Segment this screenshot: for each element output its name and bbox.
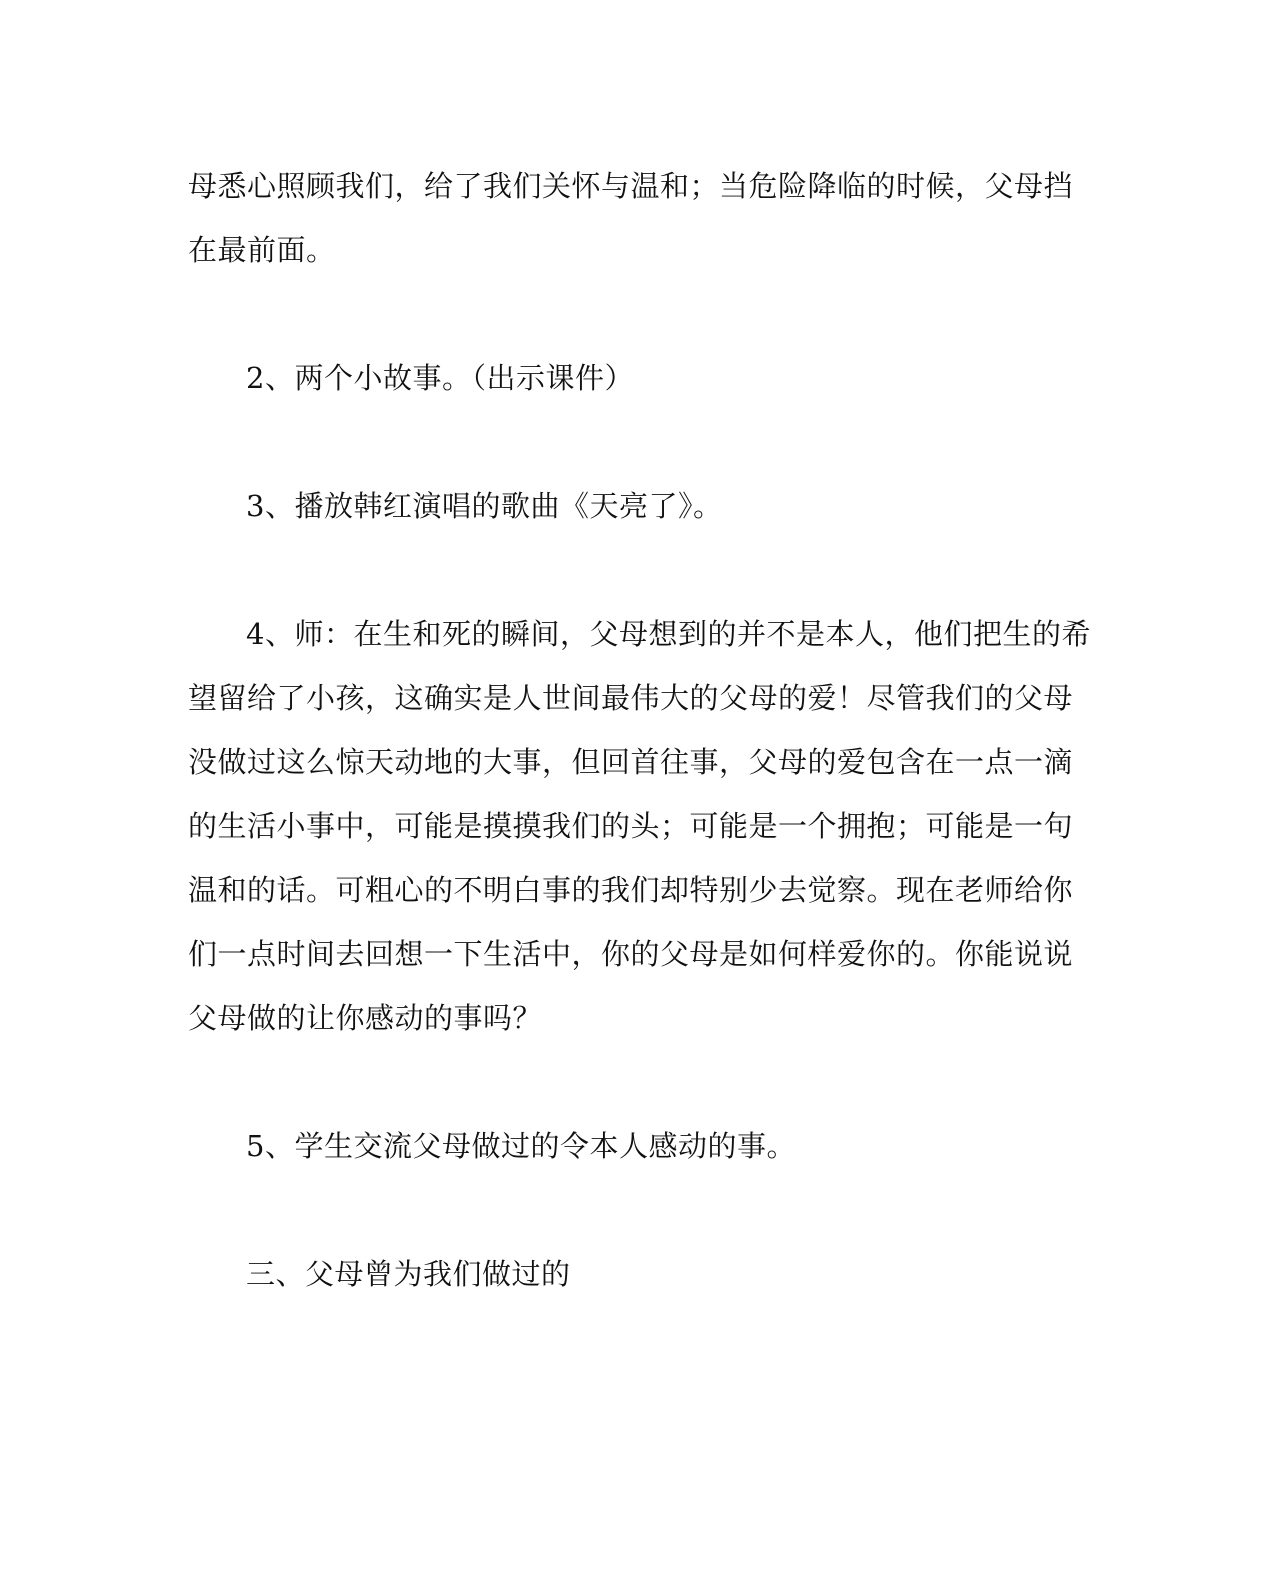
list-item-5: 5、学生交流父母做过的令本人感动的事。 (246, 1129, 796, 1163)
list-item-4: 4、师：在生和死的瞬间，父母想到的并不是本人，他们把生的希 (246, 617, 1091, 651)
paragraph-line: 望留给了小孩，这确实是人世间最伟大的父母的爱！尽管我们的父母 (188, 681, 1074, 715)
paragraph-line: 温和的话。可粗心的不明白事的我们却特别少去觉察。现在老师给你 (188, 873, 1074, 907)
paragraph-line: 父母做的让你感动的事吗？ (188, 1001, 543, 1035)
paragraph-line: 的生活小事中，可能是摸摸我们的头；可能是一个拥抱；可能是一句 (188, 809, 1074, 843)
paragraph-line: 没做过这么惊天动地的大事，但回首往事，父母的爱包含在一点一滴 (188, 745, 1074, 779)
paragraph-line: 们一点时间去回想一下生活中，你的父母是如何样爱你的。你能说说 (188, 937, 1074, 971)
section-heading: 三、父母曾为我们做过的 (246, 1257, 571, 1291)
paragraph-line: 母悉心照顾我们，给了我们关怀与温和；当危险降临的时候，父母挡 (188, 169, 1074, 203)
paragraph-line: 在最前面。 (188, 233, 336, 267)
list-item-3: 3、播放韩红演唱的歌曲《天亮了》。 (246, 489, 723, 523)
list-item-2: 2、两个小故事。（出示课件） (246, 361, 634, 395)
